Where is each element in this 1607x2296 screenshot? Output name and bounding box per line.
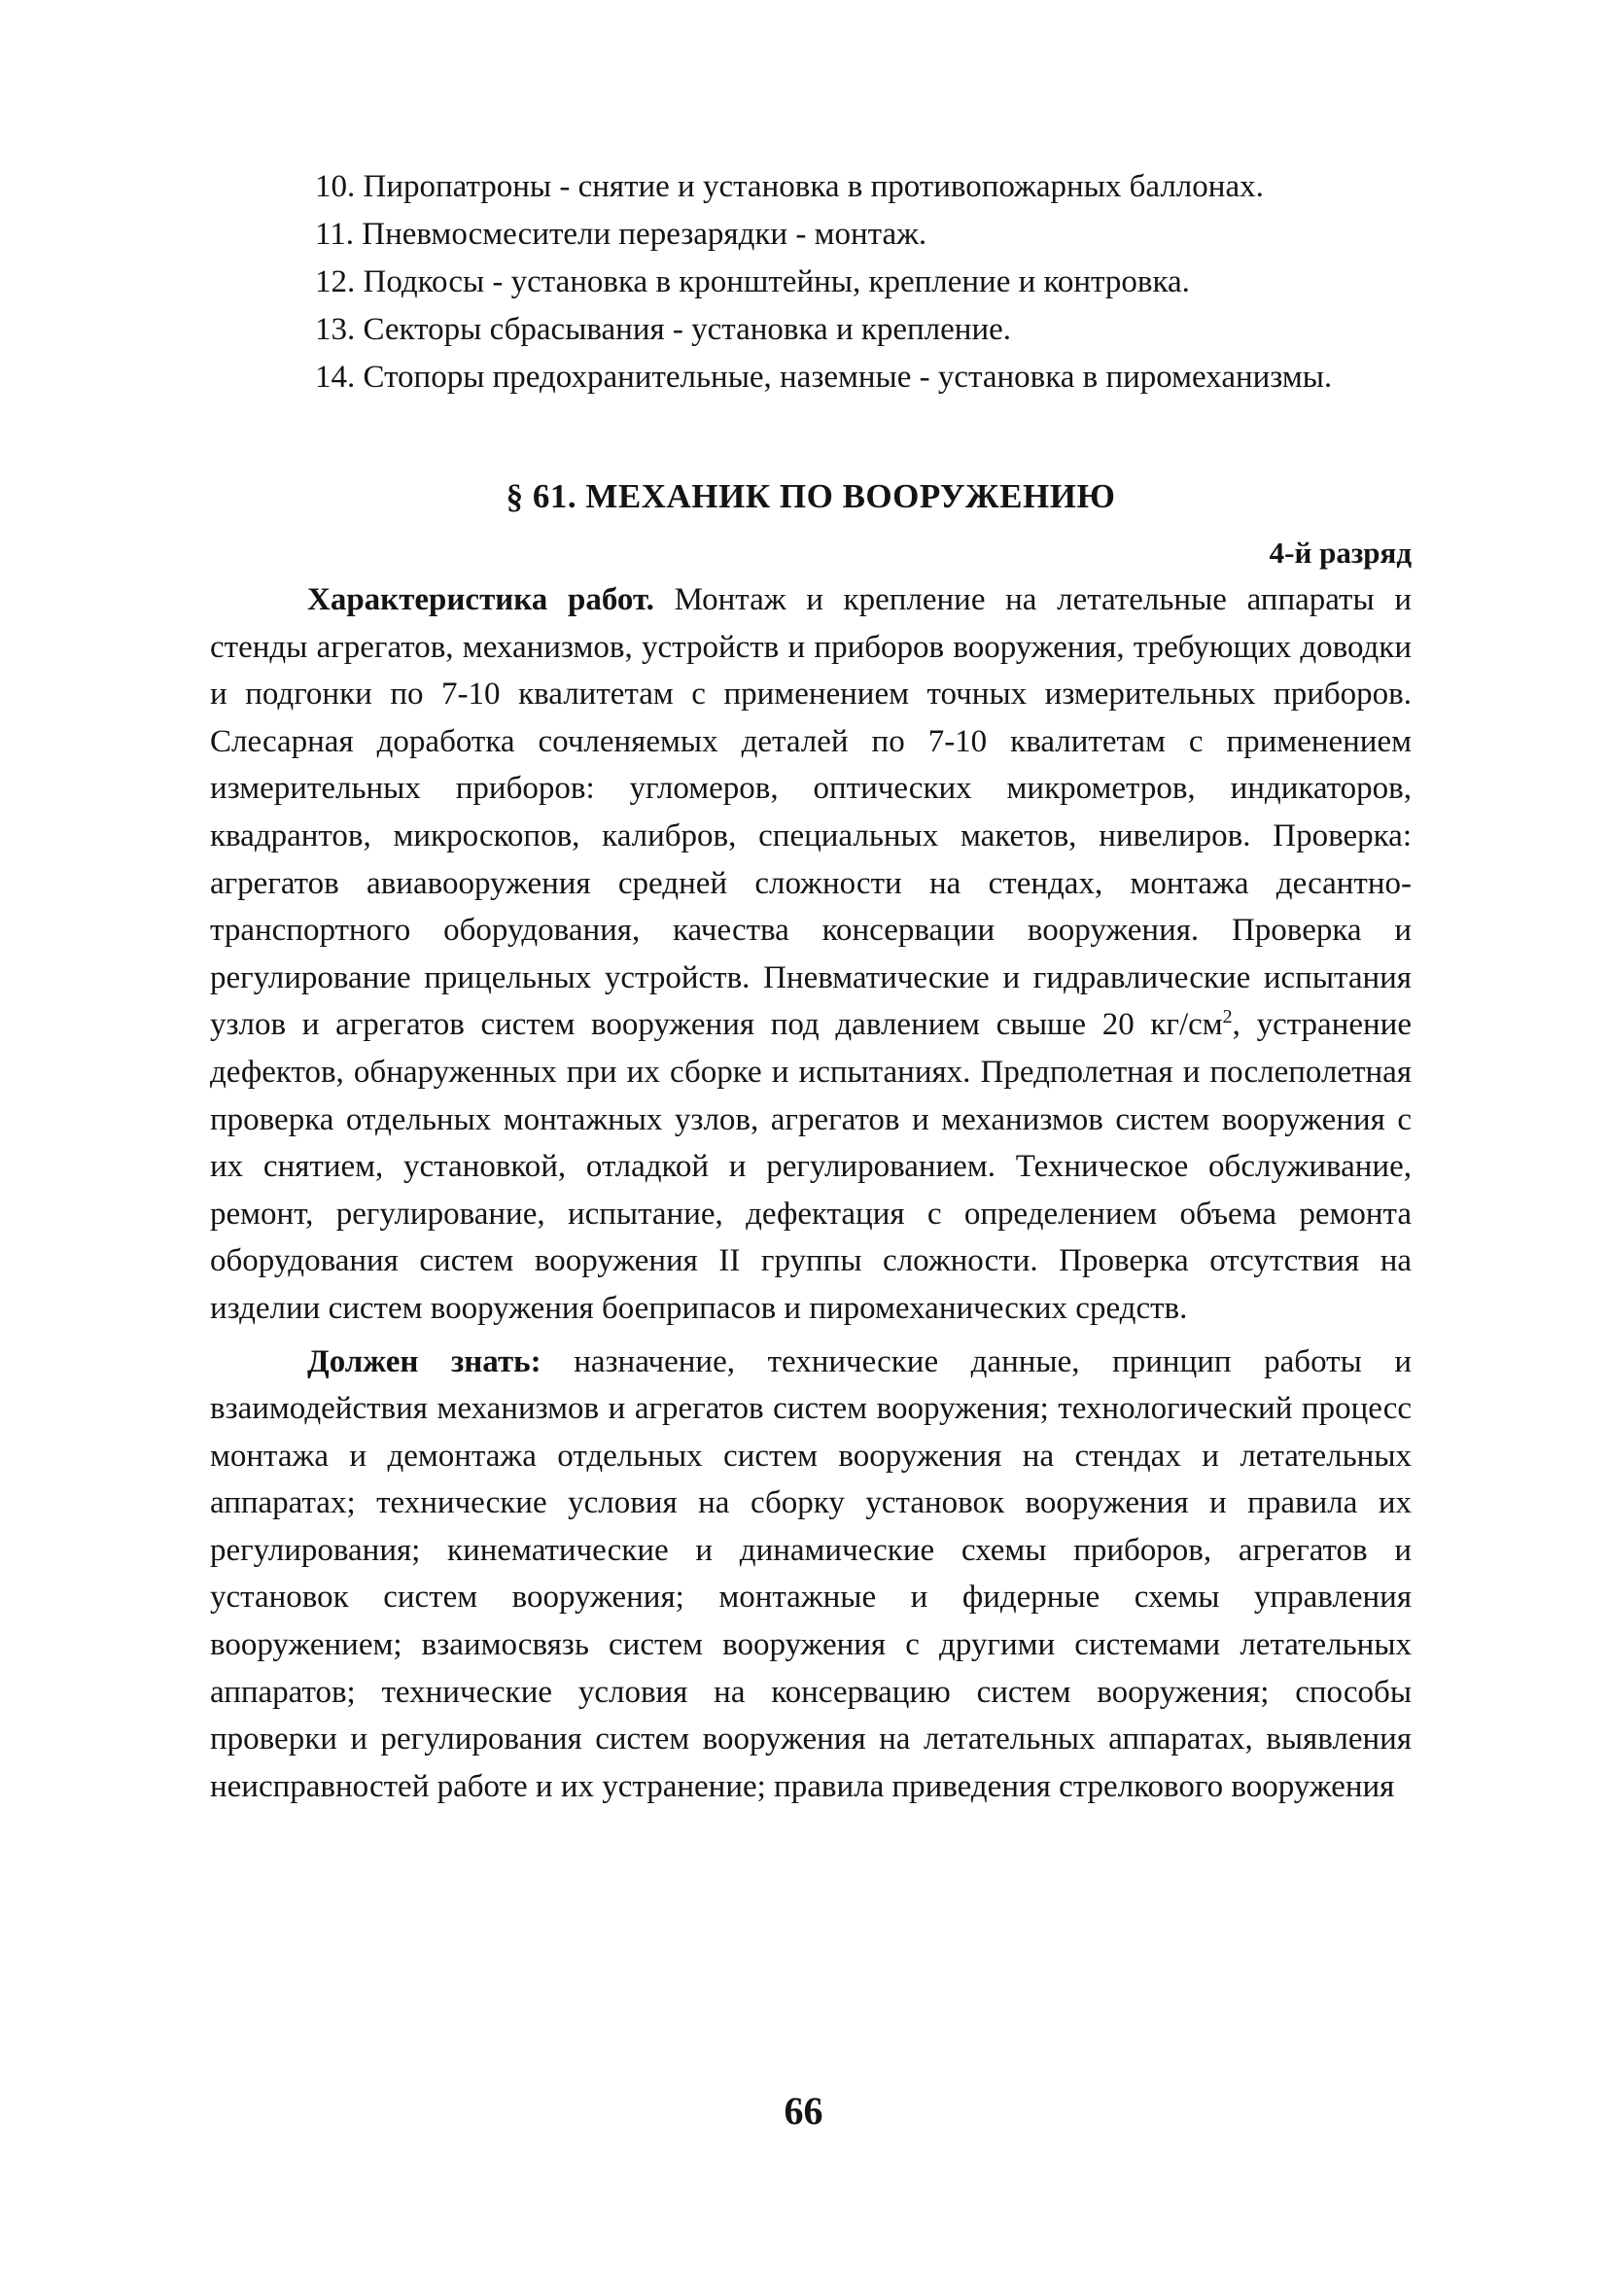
list-item-14: 14. Стопоры предохранительные, наземные - установка в пиромеханизмы. <box>315 360 1333 395</box>
list-item-13: 13. Секторы сбрасывания - установка и крепление. <box>315 312 1012 347</box>
list-item-11: 11. Пневмосмесители перезарядки - монтаж. <box>315 217 927 252</box>
characteristics-paragraph <box>210 576 1412 1333</box>
list-item-12: 12. Подкосы - установка в кронштейны, крепление и контровка. <box>315 264 1190 299</box>
characteristics-label: Характеристика работ. <box>307 582 654 617</box>
document-page <box>210 163 1412 1810</box>
list-item-10: 10. Пиропатроны - снятие и установка в противопожарных баллонах. <box>315 169 1264 204</box>
page-number: 66 <box>784 2089 823 2133</box>
characteristics-text-part2: , устранение дефектов, обнаруженных при их сборке и испытаниях. Предполетная и послеполетная проверка отдельных монтажных узлов, агрегатов и механизмов систем вооружения с их снятием, установкой, отладкой и регулированием. Техническое обслуживание, ремонт, регулирование, испытание, дефектация с определением объема ремонта оборудования систем вооружения II группы сложности. Проверка отсутствия на изделии систем вооружения боеприпасов и пиромеханических средств. <box>210 1007 1412 1326</box>
section-title: § 61. МЕХАНИК ПО ВООРУЖЕНИЮ <box>506 477 1116 515</box>
must-know-text: назначение, технические данные, принцип работы и взаимодействия механизмов и агрегатов систем вооружения; технологический процесс монтажа и демонтажа отдельных систем вооружения на стендах и летательных аппаратах; технические условия на сборку установок вооружения и правила их регулирования; кинематические и динамические схемы приборов, агрегатов и установок систем вооружения; монтажные и фидерные схемы управления вооружением; взаимосвязь систем вооружения с другими системами летательных аппаратов; технические условия на консервацию систем вооружения; способы проверки и регулирования систем вооружения на летательных аппаратах, выявления неисправностей работе и их устранение; правила приведения стрелкового вооружения <box>210 1343 1412 1804</box>
superscript-2: 2 <box>1222 1006 1233 1028</box>
characteristics-text-part1: Монтаж и крепление на летательные аппараты и стенды агрегатов, механизмов, устройств и приборов вооружения, требующих доводки и подгонки по 7-10 квалитетам с применением точных измерительных приборов. Слесарная доработка сочленяемых деталей по 7-10 квалитетам с применением измерительных приборов: угломеров, оптических микрометров, индикаторов, квадрантов, микроскопов, калибров, специальных макетов, нивелиров. Проверка: агрегатов авиавооружения средней сложности на стендах, монтажа десантно-транспортного оборудования, качества консервации вооружения. Проверка и регулирование прицельных устройств. Пневматические и гидравлические испытания узлов и агрегатов систем вооружения под давлением свыше 20 кг/см <box>210 582 1412 1043</box>
must-know-paragraph <box>210 1339 1412 1811</box>
must-know-label: Должен знать: <box>307 1343 541 1379</box>
grade-label: 4-й разряд <box>1269 536 1412 570</box>
